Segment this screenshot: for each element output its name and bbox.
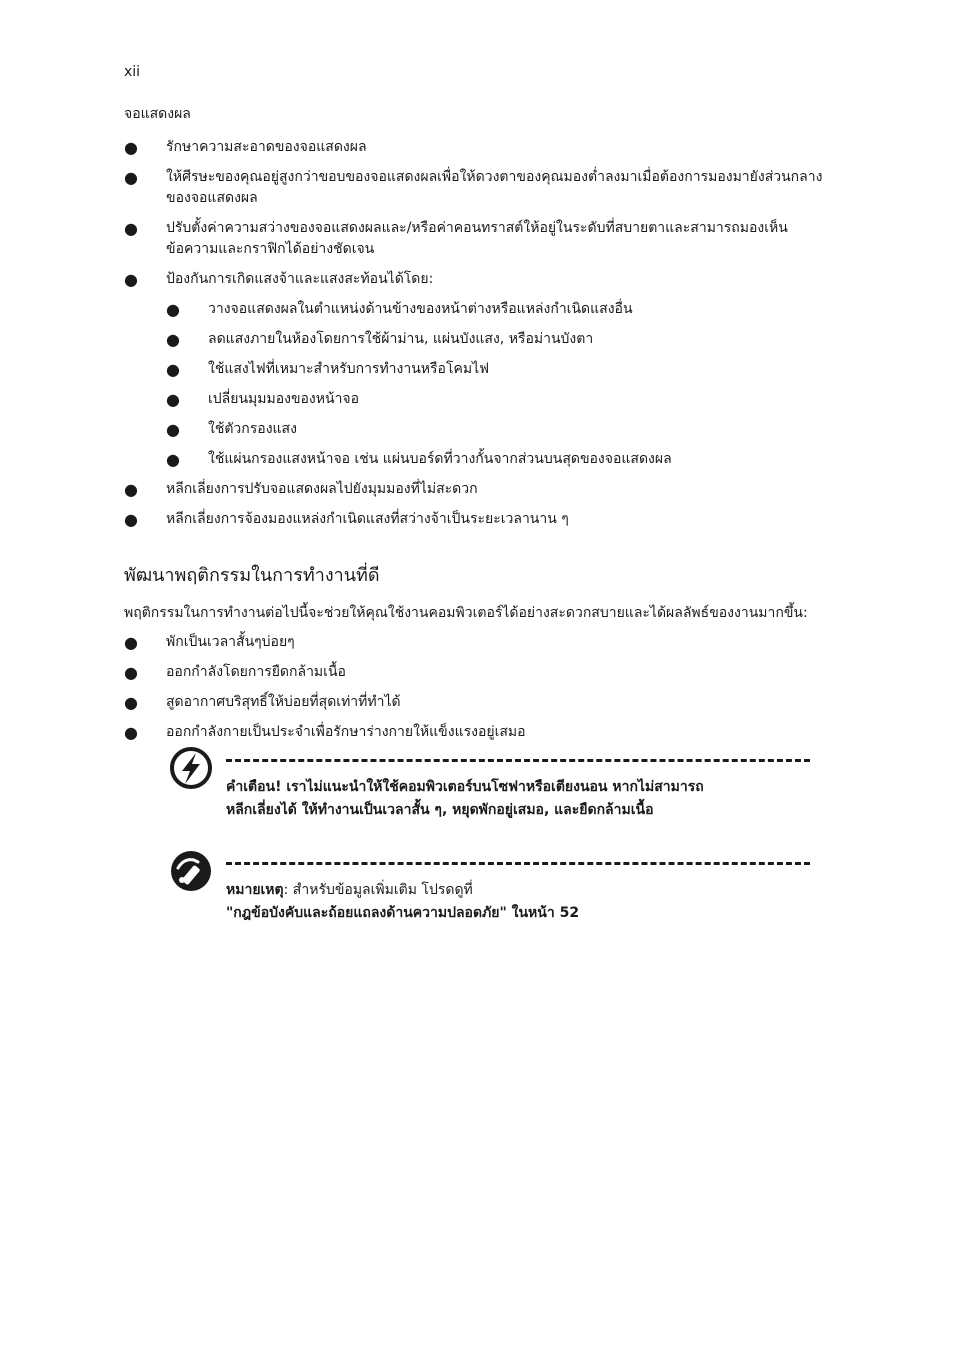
bullet-icon: ● (124, 219, 138, 238)
bullet-icon: ● (124, 693, 138, 712)
warning-text: คำเตือน! เราไม่แนะนำให้ใช้คอมพิวเตอร์บนโซฟาหรือเตียงนอน หากไม่สามารถ หลีกเลี่ยงได้ ให้ทำงานเป็นเวลาสั้น ๆ, หยุดพักอยู่เสมอ, และยืดกล้ามเนื้อ (226, 779, 704, 819)
list-item: ● ป้องกันการเกิดแสงจ้าและแสงสะท้อนได้โดย: (124, 270, 434, 289)
list-item: ● วางจอแสดงผลในตำแหน่งด้านข้างของหน้าต่างหรือแหล่งกำเนิดแสงอื่น (166, 300, 633, 319)
bullet-icon: ● (166, 300, 180, 319)
display-subheading: จอแสดงผล (124, 106, 191, 122)
bullet-icon: ● (124, 663, 138, 682)
note-reference: "กฎข้อบังคับและถ้อยแถลงด้านความปลอดภัย" ในหน้า 52 (226, 905, 580, 922)
habits-list (124, 632, 824, 743)
bullet-icon: ● (124, 480, 138, 499)
glare-subitems (124, 299, 824, 470)
list-item: ● ออกกำลังกายเป็นประจำเพื่อรักษาร่างกายให้แข็งแรงอยู่เสมอ (124, 723, 526, 742)
warning-callout (168, 759, 824, 822)
list-item: ● ลดแสงภายในห้องโดยการใช้ผ้าม่าน, แผ่นบังแสง, หรือม่านบังตา (166, 330, 594, 349)
list-item: ● สูดอากาศบริสุทธิ์ให้บ่อยที่สุดเท่าที่ทำได้ (124, 693, 401, 712)
list-item: ● หลีกเลี่ยงการปรับจอแสดงผลไปยังมุมมองที่ไม่สะดวก (124, 480, 478, 499)
note-pen-icon (168, 848, 214, 894)
list-item: ● ให้ศีรษะของคุณอยู่สูงกว่าขอบของจอแสดงผลเพื่อให้ดวงตาของคุณมองต่ำลงมาเมื่อต้องการมองมายังส่วนกลางของจอแสดงผล (124, 168, 823, 206)
note-divider (226, 862, 810, 865)
bullet-icon: ● (124, 510, 138, 529)
note-callout (168, 862, 824, 925)
note-label: หมายเหตุ (226, 882, 284, 899)
list-item: ● หลีกเลี่ยงการจ้องมองแหล่งกำเนิดแสงที่สว่างจ้าเป็นระยะเวลานาน ๆ (124, 510, 569, 529)
bullet-icon: ● (124, 168, 138, 187)
note-body: : สำหรับข้อมูลเพิ่มเติม โปรดดูที่ (283, 882, 473, 899)
warning-divider (226, 759, 810, 762)
list-item: ● ใช้แสงไฟที่เหมาะสำหรับการทำงานหรือโคมไฟ (166, 360, 490, 379)
bullet-icon: ● (124, 723, 138, 742)
display-tips-list (124, 137, 824, 530)
bullet-icon: ● (166, 420, 180, 439)
bullet-icon: ● (166, 450, 180, 469)
list-item: ● ออกกำลังโดยการยืดกล้ามเนื้อ (124, 663, 346, 682)
bullet-icon: ● (124, 633, 138, 652)
page-content (124, 104, 824, 925)
section-title: พัฒนาพฤติกรรมในการทำงานที่ดี (124, 565, 380, 586)
list-item: ● พักเป็นเวลาสั้นๆบ่อยๆ (124, 633, 295, 652)
section-intro: พฤติกรรมในการทำงานต่อไปนี้จะช่วยให้คุณใช้งานคอมพิวเตอร์ได้อย่างสะดวกสบายและได้ผลลัพธ์ของงานมากขึ้น: (124, 605, 808, 621)
page-number: xii (124, 64, 141, 80)
bullet-icon: ● (166, 330, 180, 349)
list-item: ● ปรับตั้งค่าความสว่างของจอแสดงผลและ/หรือค่าคอนทราสต์ให้อยู่ในระดับที่สบายตาและสามารถมองเห็นข้อความและกราฟิกได้อย่างชัดเจน (124, 219, 788, 257)
list-item: ● ใช้แผ่นกรองแสงหน้าจอ เช่น แผ่นบอร์ดที่วางกั้นจากส่วนบนสุดของจอแสดงผล (166, 450, 672, 469)
bullet-icon: ● (166, 360, 180, 379)
list-item: ● ใช้ตัวกรองแสง (166, 420, 297, 439)
bullet-icon: ● (124, 138, 138, 157)
list-item: ● รักษาความสะอาดของจอแสดงผล (124, 138, 367, 157)
glare-sub-list (124, 299, 824, 470)
bullet-icon: ● (166, 390, 180, 409)
list-item: ● เปลี่ยนมุมมองของหน้าจอ (166, 390, 360, 409)
bullet-icon: ● (124, 270, 138, 289)
note-text (226, 879, 824, 925)
lightning-bolt-icon (168, 745, 214, 791)
